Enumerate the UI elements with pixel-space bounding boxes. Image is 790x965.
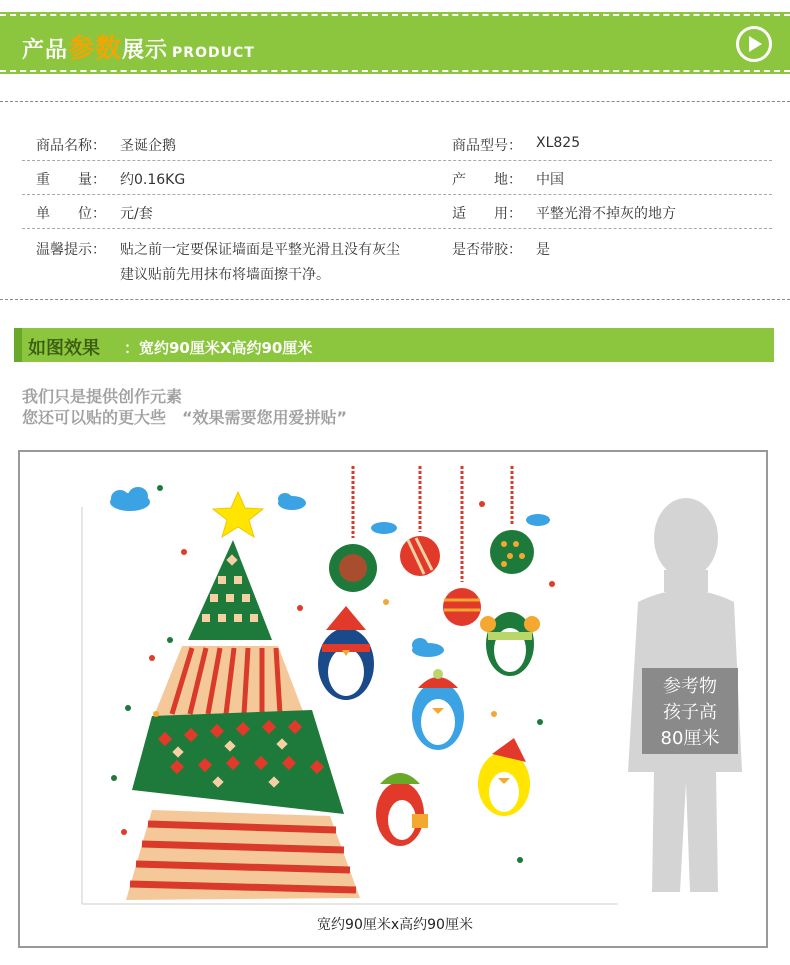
spec-row (22, 161, 772, 195)
penguin-sticker (376, 773, 428, 846)
spec-row (22, 127, 772, 161)
penguin-sticker (480, 612, 540, 676)
spec-key: 产 地： (452, 172, 522, 188)
effect-header (14, 328, 774, 362)
banner-title-highlight: 参数 (68, 34, 123, 64)
spec-value: 平整光滑不掉灰的地方 (536, 206, 676, 222)
spec-row (22, 195, 772, 229)
banner-title-en: PRODUCT (172, 45, 255, 61)
penguin-sticker (318, 606, 374, 700)
divider (0, 299, 790, 300)
spec-key: 单 位： (36, 206, 106, 222)
spec-key: 重 量： (36, 172, 106, 188)
ornament (443, 588, 481, 626)
effect-subtitle: ：宽约90厘米X高约90厘米 (124, 339, 313, 357)
arrow-right-icon[interactable] (736, 26, 772, 62)
spec-value: 约0.16KG (120, 172, 186, 188)
spec-value: 中国 (536, 172, 564, 188)
note-line: 我们只是提供创作元素 (22, 387, 183, 406)
spec-key: 温馨提示： (36, 242, 106, 258)
effect-title: 如图效果 (28, 338, 100, 359)
spec-value: 元/套 (120, 206, 153, 222)
product-image (18, 450, 768, 948)
banner-title-part2: 展示 (122, 38, 169, 63)
spec-value: XL825 (536, 135, 581, 151)
section-banner (0, 14, 790, 72)
note-line: 您还可以贴的更大些 “效果需要您用爱拼贴” (22, 408, 348, 427)
banner-title-part1: 产品 (22, 38, 69, 63)
spec-value-line2: 建议贴前先用抹布将墙面擦干净。 (120, 267, 330, 283)
ornament (490, 530, 534, 574)
sticker-illustration (20, 452, 766, 946)
spec-key: 商品型号： (452, 138, 522, 154)
spec-key: 是否带胶： (452, 242, 522, 258)
spec-value: 圣诞企鹅 (120, 138, 176, 154)
ornament (400, 536, 440, 576)
penguin-sticker (478, 738, 530, 816)
spec-key: 商品名称： (36, 138, 106, 154)
penguin-sticker (412, 669, 464, 750)
banner-title (22, 28, 255, 65)
reference-label: 参考物 (663, 676, 717, 697)
spec-value: 是 (536, 242, 550, 258)
spec-key: 适 用： (452, 206, 522, 222)
divider (0, 101, 790, 102)
reference-label: 孩子高 (663, 702, 717, 723)
spec-row (22, 231, 772, 291)
figure-caption: 宽约90厘米x高约90厘米 (317, 917, 473, 933)
spec-value: 贴之前一定要保证墙面是平整光滑且没有灰尘 (120, 242, 400, 258)
reference-label: 80厘米 (660, 728, 720, 749)
star-icon (213, 492, 263, 537)
